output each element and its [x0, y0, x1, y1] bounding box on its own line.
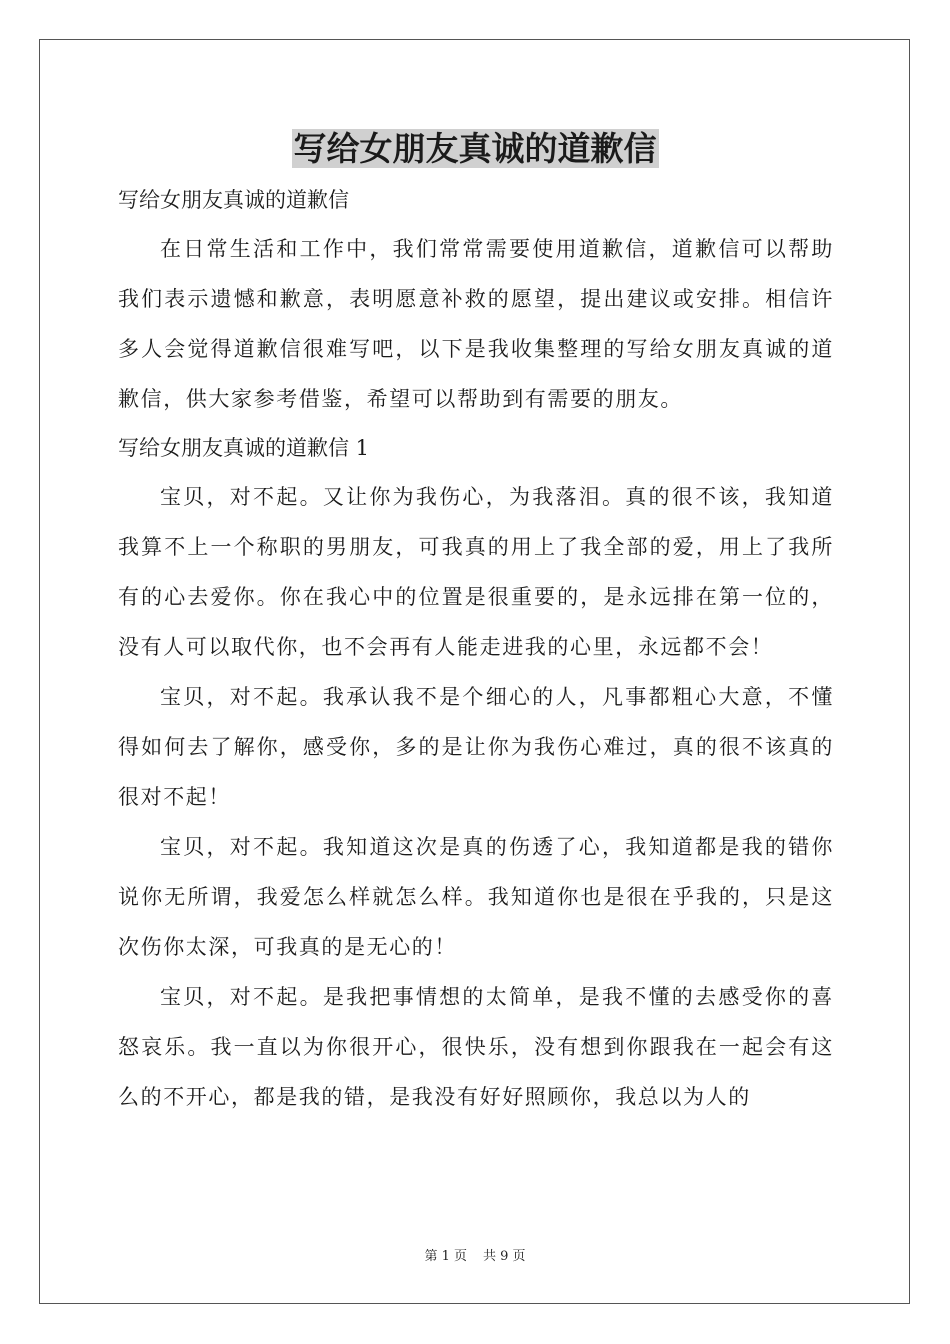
document-title [0, 128, 950, 170]
body-paragraph-1: 宝贝，对不起。又让你为我伤心，为我落泪。真的很不该，我知道我算不上一个称职的男朋友，可我真的用上了我全部的爱，用上了我所有的心去爱你。你在我心中的位置是很重要的，是永远排在第一位的，没有人可以取代你，也不会再有人能走进我的心里，永远都不会！ [118, 485, 834, 659]
body-paragraph-2: 宝贝，对不起。我承认我不是个细心的人，凡事都粗心大意，不懂得如何去了解你，感受你，多的是让你为我伤心难过，真的很不该真的很对不起！ [118, 685, 834, 809]
page-footer [0, 1248, 950, 1266]
body-paragraph-3: 宝贝，对不起。我知道这次是真的伤透了心，我知道都是我的错你说你无所谓，我爱怎么样就怎么样。我知道你也是很在乎我的，只是这次伤你太深，可我真的是无心的！ [118, 835, 834, 959]
document-subtitle: 写给女朋友真诚的道歉信 [118, 188, 349, 212]
page-total: 共 9 页 [483, 1249, 526, 1264]
intro-paragraph: 在日常生活和工作中，我们常常需要使用道歉信，道歉信可以帮助我们表示遗憾和歉意，表明愿意补救的愿望，提出建议或安排。相信许多人会觉得道歉信很难写吧，以下是我收集整理的写给女朋友真诚的道歉信，供大家参考借鉴，希望可以帮助到有需要的朋友。 [118, 237, 834, 411]
page-number: 第 1 页 [424, 1249, 467, 1264]
section-heading: 写给女朋友真诚的道歉信 1 [118, 436, 370, 460]
body-paragraph-4: 宝贝，对不起。是我把事情想的太简单，是我不懂的去感受你的喜怒哀乐。我一直以为你很开心，很快乐，没有想到你跟我在一起会有这么的不开心，都是我的错，是我没有好好照顾你，我总以为人的 [118, 985, 834, 1109]
document-title-text: 写给女朋友真诚的道歉信 [293, 129, 657, 168]
document-body [118, 176, 834, 1122]
